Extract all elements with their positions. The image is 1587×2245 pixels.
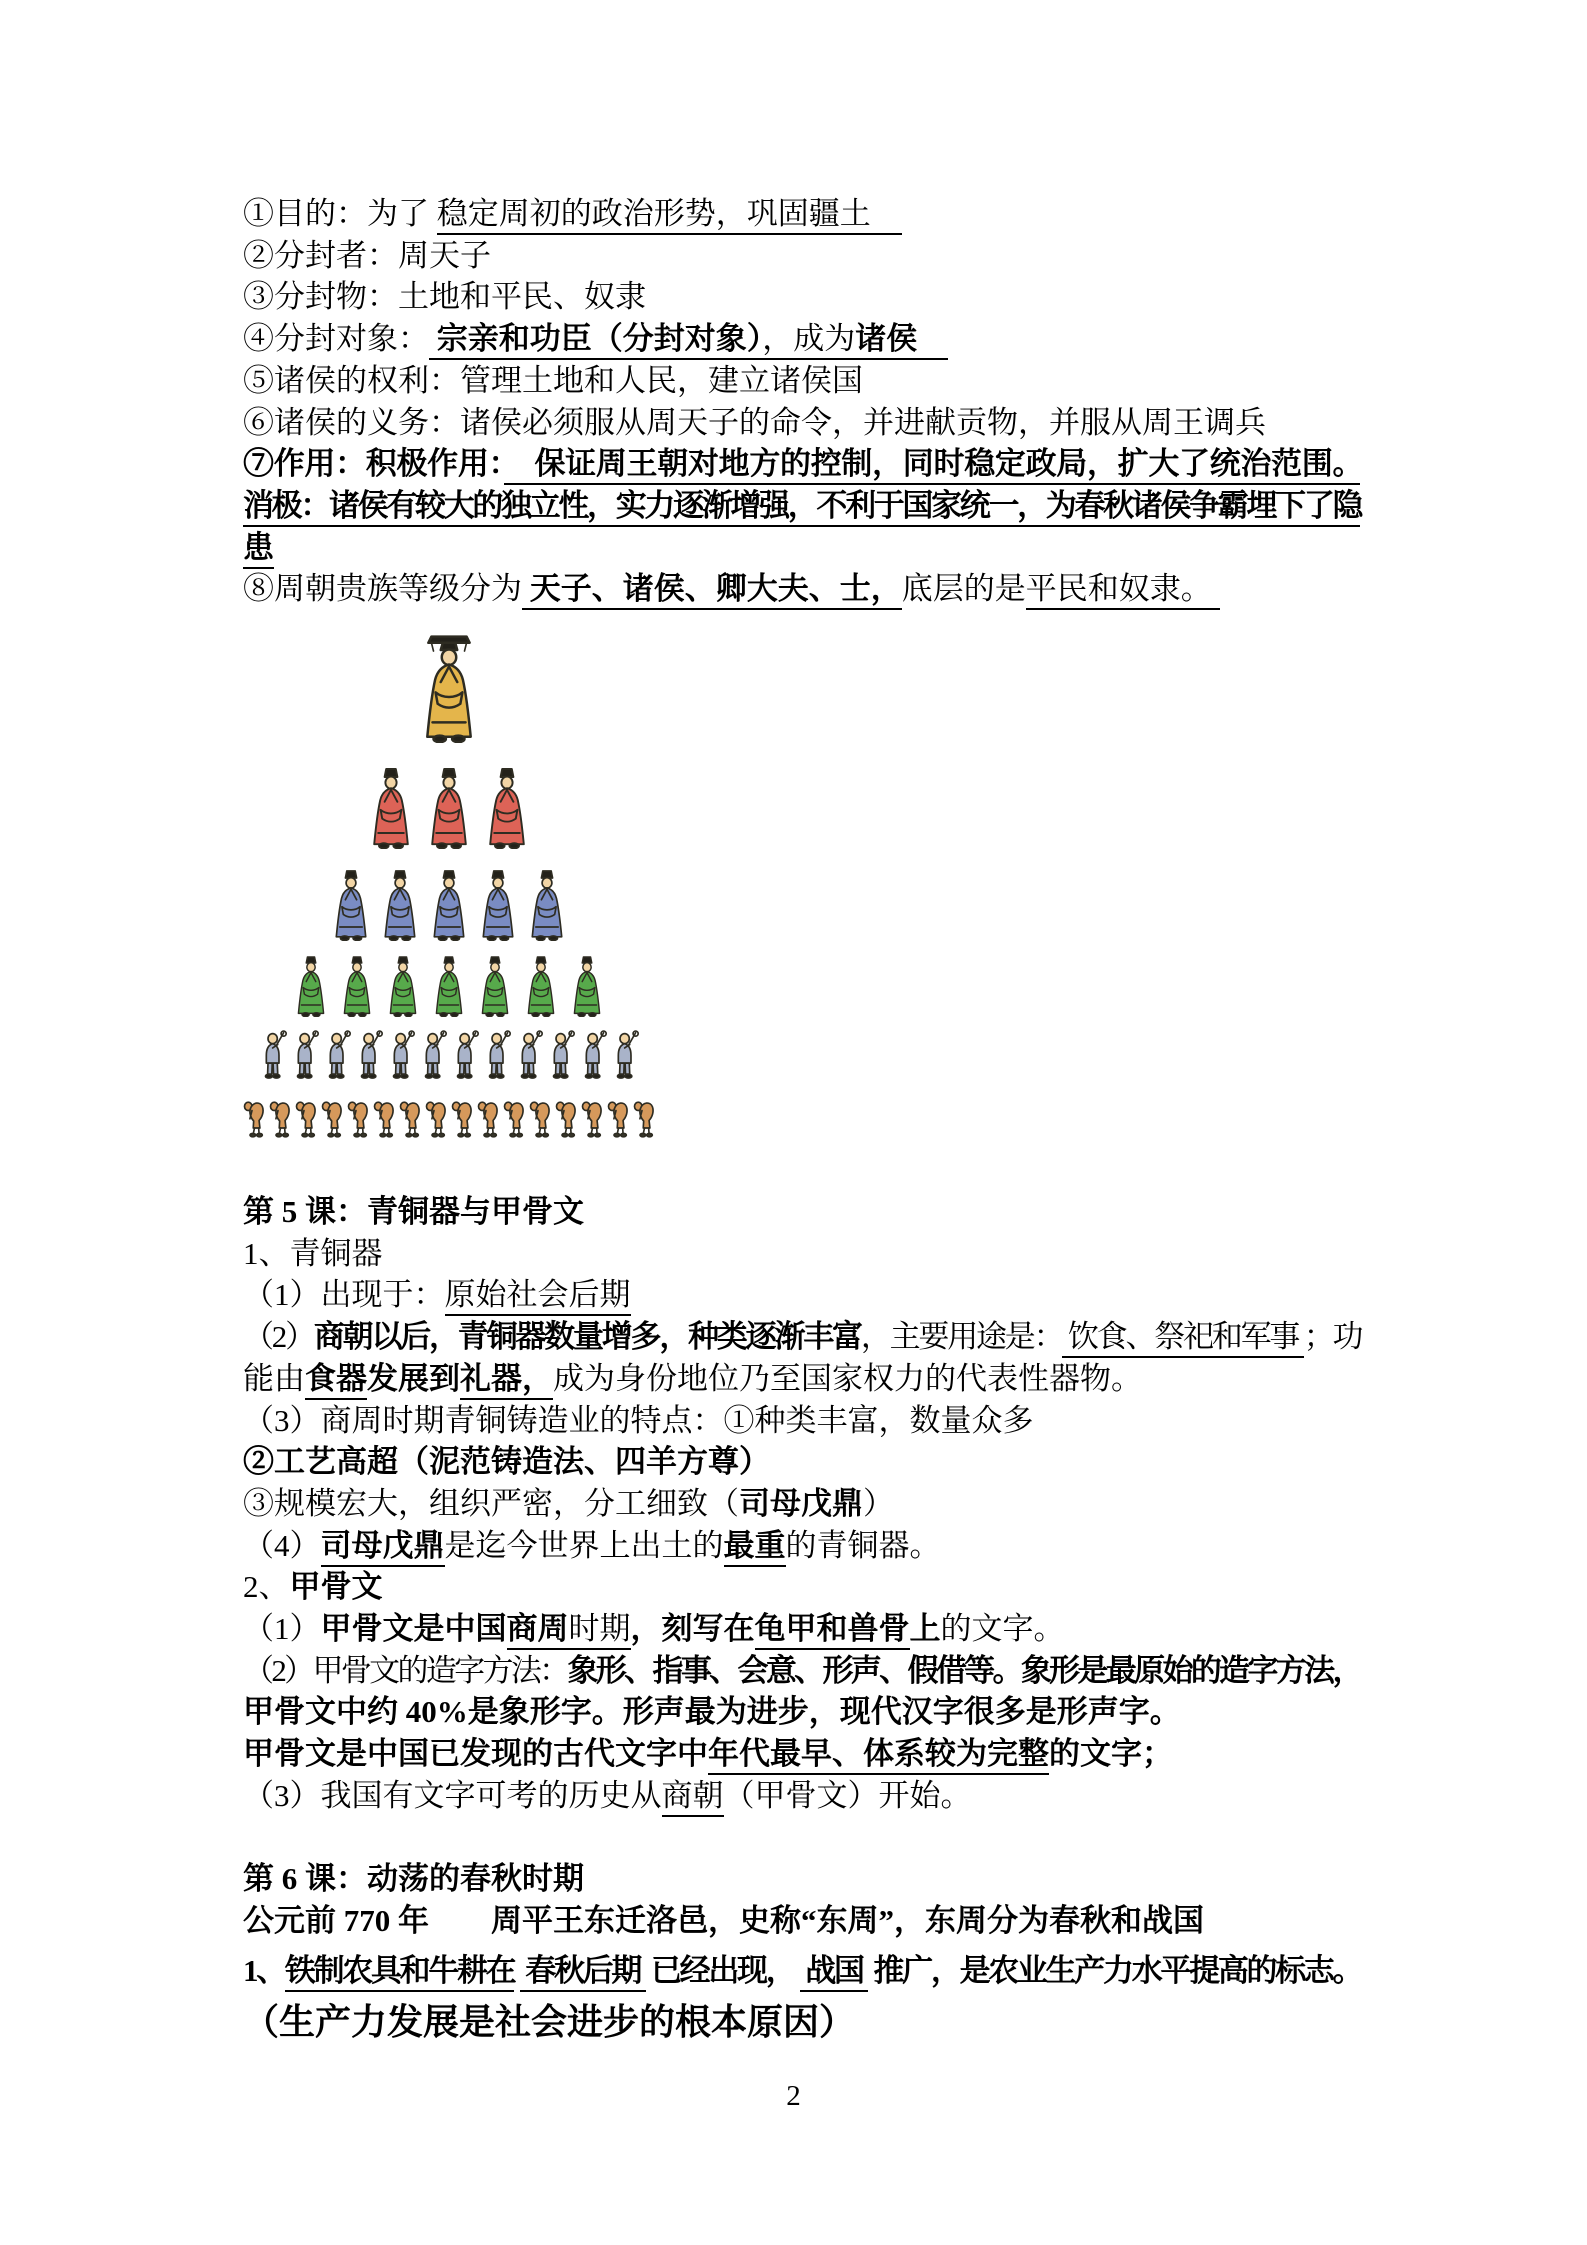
text-run: （2）甲骨文的造字方法： [243, 1652, 568, 1688]
text-run: 已经出现， [645, 1952, 795, 1988]
text-run: 2、 [243, 1569, 290, 1605]
nuli-figure-icon [372, 1086, 397, 1138]
text-run: 司母戊鼎 [739, 1485, 863, 1521]
text-run: 甲骨文是中国 [320, 1611, 507, 1647]
pingmin-figure-icon [420, 1023, 447, 1080]
text-run: 1、 [243, 1952, 285, 1988]
text-line [243, 193, 1360, 235]
text-run: 商周 [507, 1611, 569, 1650]
text-run: 诸侯 [855, 321, 917, 360]
text-run: 患 [243, 530, 274, 569]
text-run: （1）出现于： [243, 1277, 445, 1313]
text-run: 宗亲和功臣（分封对象） [437, 321, 763, 360]
text-run: 食器 [305, 1361, 367, 1400]
text-run: 年代最早、体系较为完整 [708, 1736, 1049, 1775]
lesson5-lesson6-notes [243, 1191, 1360, 2045]
zhuhou-figure-icon [425, 749, 473, 849]
hierarchy-pyramid [237, 615, 661, 1144]
text-run: 的文字。 [940, 1611, 1065, 1647]
text-run: 成为身份地位乃至国家权力的代表性器物。 [553, 1360, 1142, 1396]
shi-figure-icon [339, 947, 375, 1017]
text-run: 是迄今世界上出土的 [444, 1527, 724, 1563]
text-run: 象形是最原始的造字方法， [1020, 1652, 1361, 1688]
text-run: ；功 [1303, 1319, 1361, 1355]
text-line [243, 1233, 1360, 1275]
text-run: 的青铜器。 [785, 1527, 941, 1563]
pingmin-figure-icon [484, 1023, 511, 1080]
text-run: 1、青铜器 [243, 1235, 383, 1271]
nuli-figure-icon [450, 1086, 475, 1138]
text-run: 战国 [800, 1953, 868, 1992]
qingdafu-figure-icon [330, 855, 372, 941]
text-run: 底层的是 [901, 571, 1026, 607]
text-run: 最重 [724, 1528, 786, 1567]
text-line [243, 1274, 1360, 1316]
text-line [243, 1650, 1360, 1692]
text-run: （3）商周时期青铜铸造业的特点：①种类丰富，数量众多 [243, 1402, 1034, 1438]
text-run: 象形、指事、会意、形声、假借等。 [567, 1652, 1021, 1688]
text-run: 的文字； [1049, 1736, 1173, 1772]
pingmin-figure-icon [452, 1023, 479, 1080]
text-line [243, 1858, 1360, 1900]
text-run: 礼器， [460, 1361, 553, 1400]
pyramid-row-shi [237, 947, 661, 1017]
qingdafu-figure-icon [428, 855, 470, 941]
nuli-figure-icon [580, 1086, 605, 1138]
pyramid-row-zhuhou [237, 749, 661, 849]
text-line [243, 1817, 1360, 1859]
nuli-figure-icon [528, 1086, 553, 1138]
pingmin-figure-icon [516, 1023, 543, 1080]
text-run: 饮食、祭祀和军事 [1062, 1319, 1303, 1358]
text-line [243, 1525, 1360, 1567]
shi-figure-icon [523, 947, 559, 1017]
text-run: （3）我国有文字可考的历史从 [243, 1777, 662, 1813]
text-run: ④分封对象： [243, 321, 429, 357]
text-run: 稳定周初的政治形势，巩固疆土 [437, 196, 902, 235]
text-run: 甲骨文是中国已发现的古代文字中 [243, 1736, 708, 1772]
text-run: 上 [909, 1611, 941, 1647]
shi-figure-icon [293, 947, 329, 1017]
text-run: ③分封物：土地和平民、奴隶 [243, 279, 646, 315]
pyramid-row-qingdafu [237, 855, 661, 941]
text-line [243, 1400, 1360, 1442]
text-line [243, 276, 1360, 318]
zhuhou-figure-icon [367, 749, 415, 849]
text-line [243, 1441, 1360, 1483]
text-run: 铁制农具和牛耕在 [285, 1953, 515, 1992]
nuli-figure-icon [320, 1086, 345, 1138]
zhuhou-figure-icon [483, 749, 531, 849]
text-line [243, 1358, 1360, 1400]
text-run: ①目的：为了 [243, 196, 437, 231]
text-run [917, 321, 948, 360]
text-run: 能由 [243, 1360, 305, 1396]
text-run [522, 571, 530, 610]
page-number: 2 [786, 2080, 801, 2112]
text-run: （1） [243, 1611, 321, 1647]
text-run: 消极：诸侯有较大的独立性，实力逐渐增强，不利于国家统一，为春秋诸侯争霸埋下了隐 [243, 488, 1360, 527]
pingmin-figure-icon [388, 1023, 415, 1080]
pingmin-figure-icon [580, 1023, 607, 1080]
text-line [243, 485, 1360, 527]
text-line [243, 568, 1360, 610]
text-run: ，成为 [762, 321, 855, 360]
text-line [243, 1483, 1360, 1525]
text-run: 甲骨文中约 40%是象形字。形声最为进步，现代汉字很多是形声字。 [243, 1694, 1181, 1730]
text-line [243, 1566, 1360, 1608]
text-run: ，刻写在 [630, 1611, 755, 1647]
nuli-figure-icon [632, 1086, 657, 1138]
pyramid-row-pingmin [237, 1023, 661, 1080]
text-line [243, 402, 1360, 444]
text-run: 第 6 课：动荡的春秋时期 [243, 1861, 584, 1897]
text-run: 春秋后期 [520, 1953, 646, 1992]
shi-figure-icon [569, 947, 605, 1017]
text-line [243, 235, 1360, 277]
text-line [243, 1900, 1360, 1942]
text-run: 公元前 770 年 周平王东迁洛邑，史称“东周”，东周分为春秋和战国 [243, 1902, 1204, 1938]
text-run: 平民和奴隶。 [1026, 571, 1212, 610]
text-line [243, 360, 1360, 402]
nuli-figure-icon [268, 1086, 293, 1138]
nuli-figure-icon [554, 1086, 579, 1138]
text-line [243, 1316, 1360, 1358]
pingmin-figure-icon [260, 1023, 287, 1080]
nuli-figure-icon [502, 1086, 527, 1138]
shi-figure-icon [385, 947, 421, 1017]
shi-figure-icon [431, 947, 467, 1017]
tianzi-figure-icon [418, 615, 480, 743]
text-run: 原始社会后期 [445, 1277, 631, 1316]
text-run: ③规模宏大，组织严密，分工细致（ [243, 1485, 739, 1521]
text-run: （生产力发展是社会进步的根本原因） [243, 2002, 856, 2043]
nuli-figure-icon [606, 1086, 631, 1138]
text-line [243, 1775, 1360, 1817]
text-run: ⑧周朝贵族等级分为 [243, 571, 522, 607]
nuli-figure-icon [242, 1086, 267, 1138]
shi-figure-icon [477, 947, 513, 1017]
nuli-figure-icon [294, 1086, 319, 1138]
pingmin-figure-icon [356, 1023, 383, 1080]
text-run [429, 321, 437, 360]
text-line [243, 443, 1360, 485]
text-line [243, 1999, 1360, 2045]
text-run: ） [863, 1485, 894, 1521]
pingmin-figure-icon [292, 1023, 319, 1080]
text-line [243, 1691, 1360, 1733]
text-line [243, 318, 1360, 360]
text-run: 保证周王朝对地方的控制，同时稳定政局，扩大了统治范围。 [534, 446, 1360, 485]
text-line [243, 1608, 1360, 1650]
text-run [1212, 571, 1220, 610]
text-run: 积极作用： [365, 446, 504, 482]
text-run: （甲骨文）开始。 [723, 1777, 972, 1813]
text-run [504, 446, 535, 485]
text-run: 发展到 [367, 1360, 460, 1396]
text-run: 天子、诸侯、卿大夫、士， [530, 571, 902, 610]
text-line [243, 527, 1360, 569]
text-run: ⑦作用： [243, 446, 366, 482]
text-run: 时期 [569, 1611, 631, 1650]
fengjian-system-notes [243, 193, 1360, 610]
pingmin-figure-icon [612, 1023, 639, 1080]
qingdafu-figure-icon [379, 855, 421, 941]
pyramid-row-tianzi [237, 615, 661, 743]
text-run: （2） [243, 1319, 314, 1355]
text-run: （4） [243, 1527, 321, 1563]
text-run: ，主要用途是： [860, 1319, 1063, 1355]
text-run: ②分封者：周天子 [243, 237, 491, 273]
nuli-figure-icon [398, 1086, 423, 1138]
text-run: ⑥诸侯的义务：诸侯必须服从周天子的命令，并进献贡物，并服从周王调兵 [243, 404, 1266, 440]
text-run: 第 5 课：青铜器与甲骨文 [243, 1194, 584, 1229]
text-run: 商朝以后，青铜器数量增多，种类逐渐丰富 [313, 1319, 861, 1355]
text-line [243, 1950, 1360, 1992]
pingmin-figure-icon [548, 1023, 575, 1080]
text-run: 龟甲和兽骨 [755, 1611, 910, 1650]
text-run: 司母戊鼎 [321, 1528, 445, 1567]
text-run: 甲骨文 [289, 1569, 383, 1605]
nuli-figure-icon [346, 1086, 371, 1138]
text-run: ②工艺高超（泥范铸造法、四羊方尊） [243, 1444, 770, 1480]
text-run: 推广，是农业生产力水平提高的标志。 [868, 1952, 1361, 1988]
text-line [243, 1733, 1360, 1775]
text-run: ⑤诸侯的权利：管理土地和人民，建立诸侯国 [243, 362, 863, 398]
text-run: 商朝 [662, 1778, 724, 1817]
pyramid-row-nuli [237, 1086, 661, 1138]
text-line [243, 1191, 1360, 1233]
nuli-figure-icon [424, 1086, 449, 1138]
qingdafu-figure-icon [477, 855, 519, 941]
qingdafu-figure-icon [526, 855, 568, 941]
pingmin-figure-icon [324, 1023, 351, 1080]
nuli-figure-icon [476, 1086, 501, 1138]
